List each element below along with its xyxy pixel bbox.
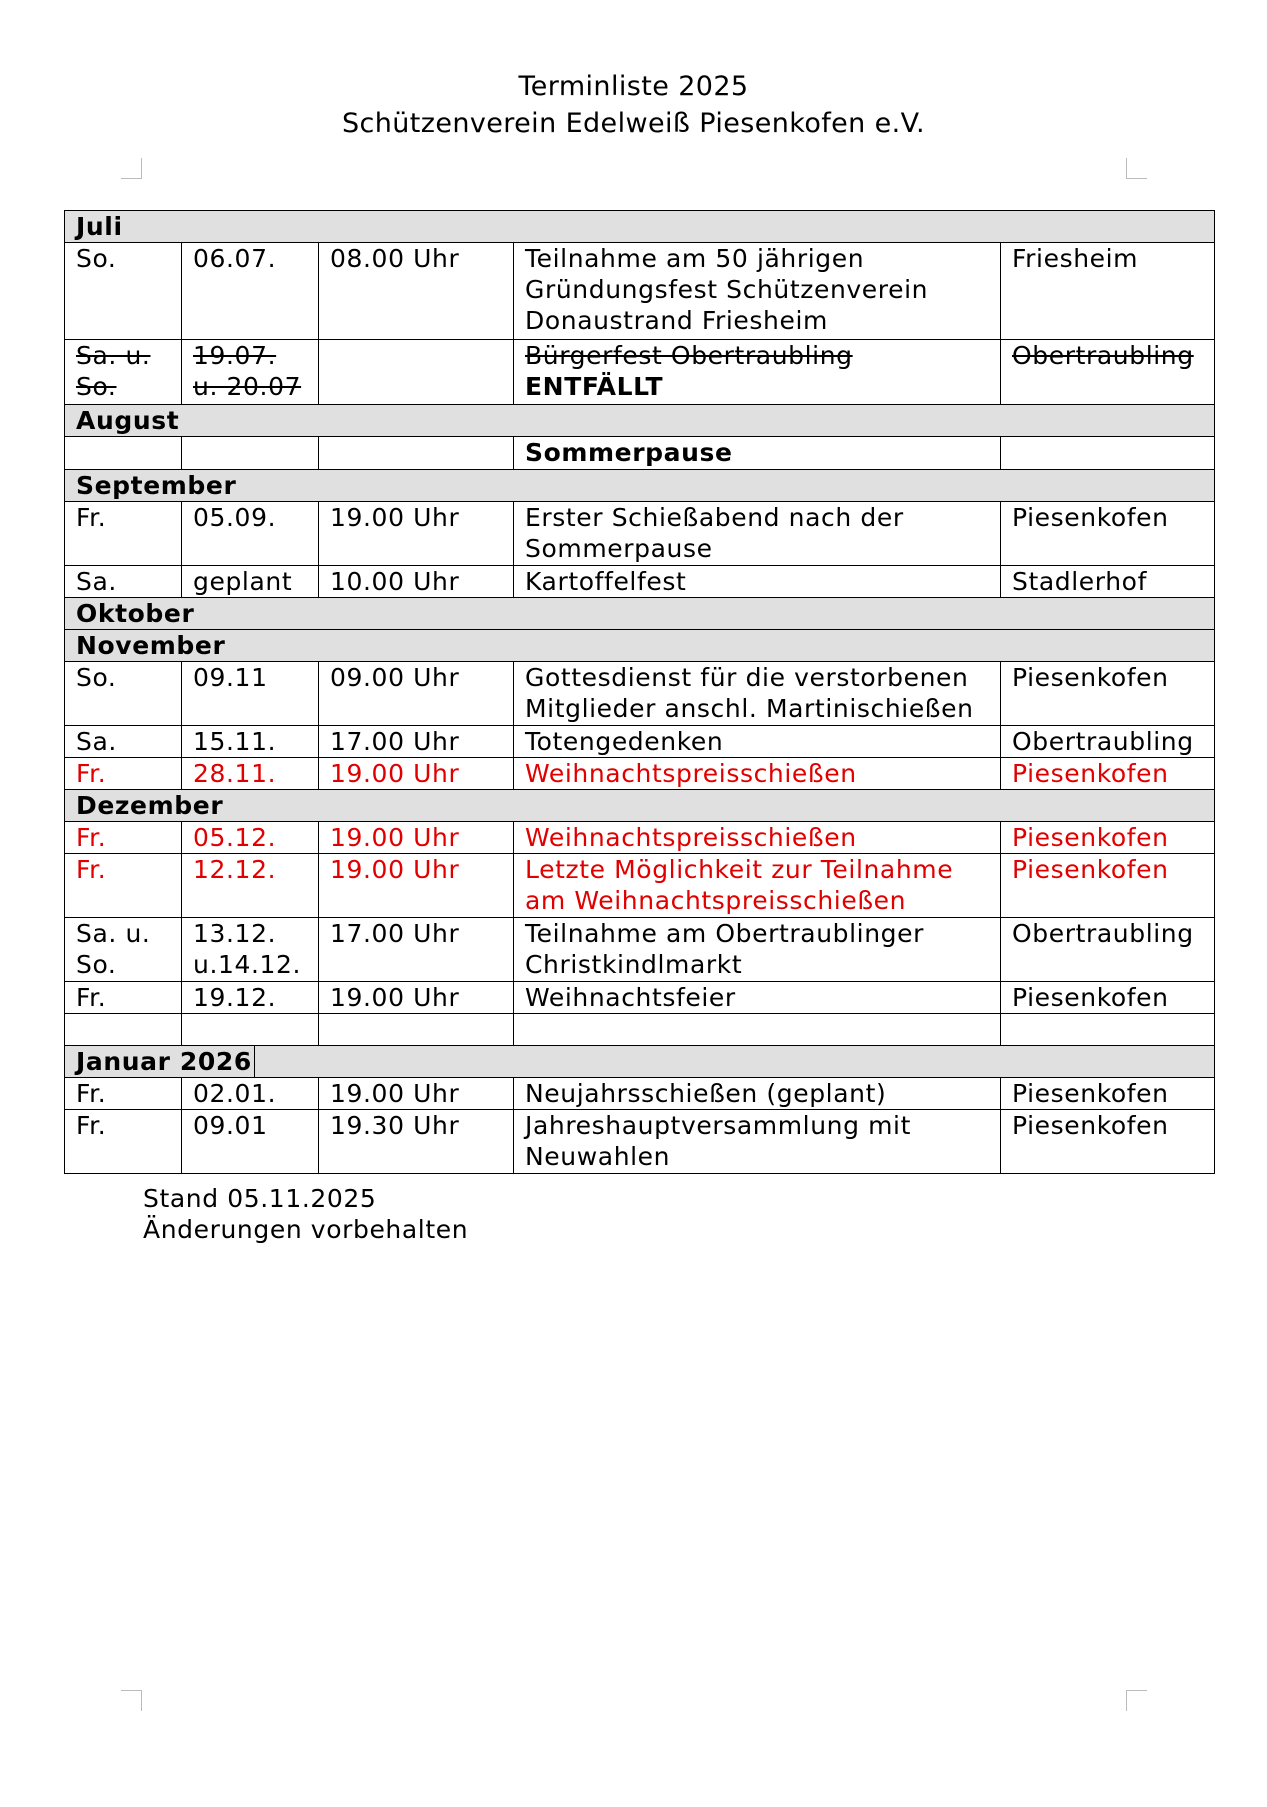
time-cell: 19.00 Uhr [319,822,514,854]
day-cell: Sa. [65,566,182,598]
place-cell: Piesenkofen [1001,502,1215,566]
month-row-juli [65,211,1215,243]
changes-reserved-note: Änderungen vorbehalten [143,1215,469,1244]
table-row [65,726,1215,758]
month-label: November [65,630,1215,662]
footer-note [143,1183,468,1245]
date-cell: 15.11. [182,726,319,758]
event-line: Neuwahlen [525,1142,671,1171]
place-cell: Obertraubling [1001,918,1215,982]
time-cell [319,340,514,405]
place-cell: Piesenkofen [1001,758,1215,790]
event-cell: Neujahrsschießen (geplant) [514,1078,1001,1110]
time-cell [319,437,514,470]
table-row [65,662,1215,726]
date-cell [182,340,319,405]
time-cell: 19.00 Uhr [319,982,514,1014]
event-cell: Kartoffelfest [514,566,1001,598]
table-row-cancelled [65,340,1215,405]
event-cell: Weihnachtspreisschießen [514,822,1001,854]
crop-mark-bottom-left [121,1690,142,1711]
table-row-highlighted [65,822,1215,854]
place-cell: Stadlerhof [1001,566,1215,598]
table-row [65,566,1215,598]
event-line: Mitglieder anschl. Martinischießen [525,694,974,723]
event-cell: Weihnachtsfeier [514,982,1001,1014]
title-line-1: Terminliste 2025 [518,71,749,102]
month-label: Juli [65,211,1215,243]
date-cell: 28.11. [182,758,319,790]
place-cell: Piesenkofen [1001,822,1215,854]
table-row [65,982,1215,1014]
document-title [0,68,1267,142]
time-cell: 10.00 Uhr [319,566,514,598]
event-cell [514,918,1001,982]
table-row [65,437,1215,470]
day-cell [65,918,182,982]
date-cell [182,1014,319,1046]
date-line: 19.07. [193,341,277,370]
day-cell: Fr. [65,854,182,918]
date-cell: 02.01. [182,1078,319,1110]
event-cell: Totengedenken [514,726,1001,758]
event-line: Teilnahme am Obertraublinger [525,919,924,948]
month-row-januar [65,1046,1215,1078]
event-line: Erster Schießabend nach der [525,503,904,532]
event-cell: Sommerpause [514,437,1001,470]
date-cell: 12.12. [182,854,319,918]
event-line: Christkindlmarkt [525,950,743,979]
schedule-table [64,210,1215,1174]
place-cell [1001,437,1215,470]
event-line: Teilnahme am 50 jährigen [525,244,865,273]
month-label: August [65,405,1215,437]
event-cell [514,854,1001,918]
month-label: Januar 2026 [76,1046,255,1077]
event-cell [514,243,1001,340]
place-cell [1001,1014,1215,1046]
table-row [65,918,1215,982]
month-label: Oktober [65,598,1215,630]
date-cell: 06.07. [182,243,319,340]
crop-mark-bottom-right [1126,1690,1147,1711]
date-cell: 19.12. [182,982,319,1014]
day-line: Sa. u. [76,341,151,370]
day-line: So. [76,950,117,979]
place-cell [1001,340,1215,405]
event-line: Donaustrand Friesheim [525,306,828,335]
day-line: Sa. u. [76,919,151,948]
date-cell: 05.12. [182,822,319,854]
month-cell [65,1046,1215,1078]
day-cell: So. [65,243,182,340]
place-cell: Piesenkofen [1001,1110,1215,1174]
place-text: Obertraubling [1012,341,1194,370]
event-cell [514,340,1001,405]
day-cell: Fr. [65,822,182,854]
date-cell [182,918,319,982]
time-cell: 08.00 Uhr [319,243,514,340]
table-row-highlighted [65,758,1215,790]
month-row-dezember [65,790,1215,822]
month-row-oktober [65,598,1215,630]
day-cell: Sa. [65,726,182,758]
date-cell: 09.11 [182,662,319,726]
time-cell: 17.00 Uhr [319,726,514,758]
table-row [65,243,1215,340]
date-cell: 05.09. [182,502,319,566]
day-cell: Fr. [65,1078,182,1110]
date-cell: geplant [182,566,319,598]
time-cell: 19.00 Uhr [319,854,514,918]
place-cell: Piesenkofen [1001,1078,1215,1110]
title-line-2: Schützenverein Edelweiß Piesenkofen e.V. [341,108,926,139]
event-cell [514,502,1001,566]
day-cell [65,1014,182,1046]
day-cell: Fr. [65,502,182,566]
table-row [65,502,1215,566]
time-cell: 19.00 Uhr [319,1078,514,1110]
event-line: Gottesdienst für die verstorbenen [525,663,969,692]
time-cell [319,1014,514,1046]
place-cell: Obertraubling [1001,726,1215,758]
place-cell: Piesenkofen [1001,854,1215,918]
date-line: 13.12. [193,919,277,948]
month-row-september [65,470,1215,502]
event-line: Gründungsfest Schützenverein [525,275,929,304]
time-cell: 19.00 Uhr [319,502,514,566]
place-cell: Piesenkofen [1001,662,1215,726]
month-row-november [65,630,1215,662]
day-cell [65,437,182,470]
day-cell: Fr. [65,758,182,790]
table-row [65,1078,1215,1110]
stand-date: Stand 05.11.2025 [143,1184,377,1213]
time-cell: 19.30 Uhr [319,1110,514,1174]
event-line: Bürgerfest Obertraubling [525,341,853,370]
place-cell: Piesenkofen [1001,982,1215,1014]
date-line: u.14.12. [193,950,302,979]
day-cell: Fr. [65,982,182,1014]
time-cell: 09.00 Uhr [319,662,514,726]
time-cell: 17.00 Uhr [319,918,514,982]
cancelled-label: ENTFÄLLT [525,372,664,401]
date-cell: 09.01 [182,1110,319,1174]
event-line: Jahreshauptversammlung mit [525,1111,912,1140]
date-cell [182,437,319,470]
crop-mark-top-left [121,158,142,179]
event-cell [514,1110,1001,1174]
event-line: Sommerpause [525,534,713,563]
month-row-august [65,405,1215,437]
table-row-empty [65,1014,1215,1046]
day-cell [65,340,182,405]
table-row-highlighted [65,854,1215,918]
event-cell [514,1014,1001,1046]
event-line: am Weihnachtspreisschießen [525,886,907,915]
day-cell: Fr. [65,1110,182,1174]
day-line: So. [76,372,117,401]
time-cell: 19.00 Uhr [319,758,514,790]
event-cell: Weihnachtspreisschießen [514,758,1001,790]
table-row [65,1110,1215,1174]
crop-mark-top-right [1126,158,1147,179]
month-label: September [65,470,1215,502]
day-cell: So. [65,662,182,726]
date-line: u. 20.07 [193,372,302,401]
event-cell [514,662,1001,726]
place-cell: Friesheim [1001,243,1215,340]
event-line: Letzte Möglichkeit zur Teilnahme [525,855,954,884]
month-label: Dezember [65,790,1215,822]
